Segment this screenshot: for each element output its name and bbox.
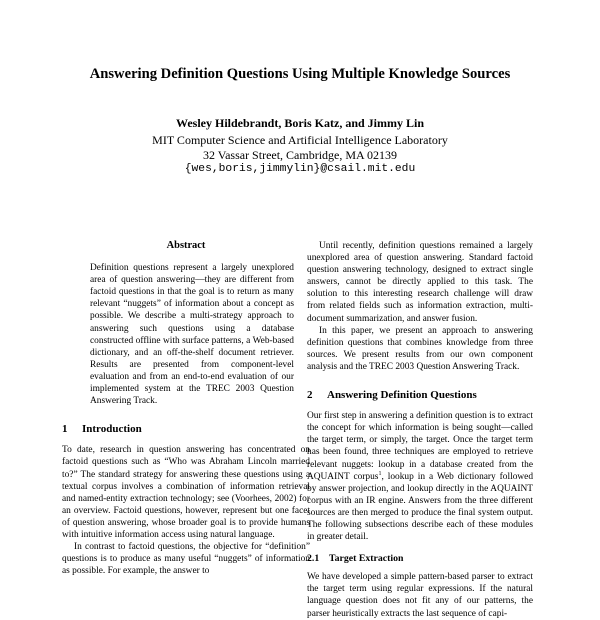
abstract-body: Definition questions represent a largely unexplored area of question answering—they are different from factoid questions in that the goal is to return as many relevant “nuggets” of information about a concept as possible. We describe a multi-strategy approach to answering such questions using a database constructed offline with surface patterns, a Web-based dictionary, and an off-the-shelf document retriever. Results are presented from component-level evaluation and from an end-to-end evaluation of our implemented system at the TREC 2003 Question Answering Track. [90, 263, 294, 407]
footnote-mark: 1 [378, 470, 382, 477]
section-1-paragraph-2: In contrast to factoid questions, the objective for “definition” questions is to produce as many useful “nuggets” of information as possible. For example, the answer to [62, 542, 310, 577]
section-2-1-number: 2.1 [307, 553, 320, 565]
intro-continued-paragraph-2: In this paper, we present an approach to answering definition questions that combines knowledge from three sources. We present results from our own component analysis and the TREC 2003 Question Answering Track. [307, 325, 533, 372]
section-2-heading [307, 389, 533, 401]
affiliation-line-1: MIT Computer Science and Artificial Intelligence Laboratory [152, 133, 448, 147]
section-2-number: 2 [307, 389, 313, 402]
intro-continued-paragraph-1: Until recently, definition questions remained a largely unexplored area of question answering. Standard factoid question answering technology, designed to extract single answers, cannot be directly applied to this task. The solution to this interesting research challenge will draw from related fields such as information extraction, multi-document summarization, and answer fusion. [307, 241, 533, 324]
section-2-paragraph-1 [307, 410, 533, 543]
section-2-title: Answering Definition Questions [327, 389, 477, 402]
section-2-text-b: , lookup in a Web dictionary followed by answer projection, and lookup directly in the AQUAINT corpus with an IR engine. Answers from the three different sources are then merged to produce the final system output. The following subsections describe each of these modules in greater detail. [307, 471, 534, 543]
section-2-1-heading [307, 553, 533, 565]
section-1-paragraph-1: To date, research in question answering has concentrated on factoid questions such as “Who was Abraham Lincoln married to?” The standard strategy for answering these questions using a textual corpus involves a combination of information retrieval and named-entity extraction technology; see (Voorhees, 2002) for an overview. Factoid questions, however, represent but one facet of question answering, whose broader goal is to provide humans with intuitive information access using natural language. [62, 445, 310, 540]
section-2-1-title: Target Extraction [329, 553, 404, 565]
abstract-heading: Abstract [166, 240, 206, 251]
section-2-1-paragraph-1: We have developed a simple pattern-based parser to extract the target term using regular expressions. If the natural language question does not fit any of our patterns, the parser heuristically extracts the last sequence of capi- [307, 572, 533, 619]
section-2-text-a: Our first step in answering a definition question is to extract the concept for which information is being sought—called the target term, or simply, the target. Once the target term has been found, three techniques are employed to retrieve relevant nuggets: lookup in a database created from the AQUAINT corpus [307, 411, 533, 482]
section-1-heading [62, 423, 310, 435]
affiliation-line-2: 32 Vassar Street, Cambridge, MA 02139 [202, 148, 398, 162]
left-column [62, 240, 310, 577]
paper-title: Answering Definition Questions Using Multiple Knowledge Sources [89, 66, 511, 82]
paper-authors: Wesley Hildebrandt, Boris Katz, and Jimmy Lin [175, 116, 424, 130]
section-1-number: 1 [62, 423, 68, 436]
author-email: {wes,boris,jimmylin}@csail.mit.edu [184, 163, 416, 175]
section-1-title: Introduction [82, 423, 142, 436]
right-column [307, 240, 533, 620]
